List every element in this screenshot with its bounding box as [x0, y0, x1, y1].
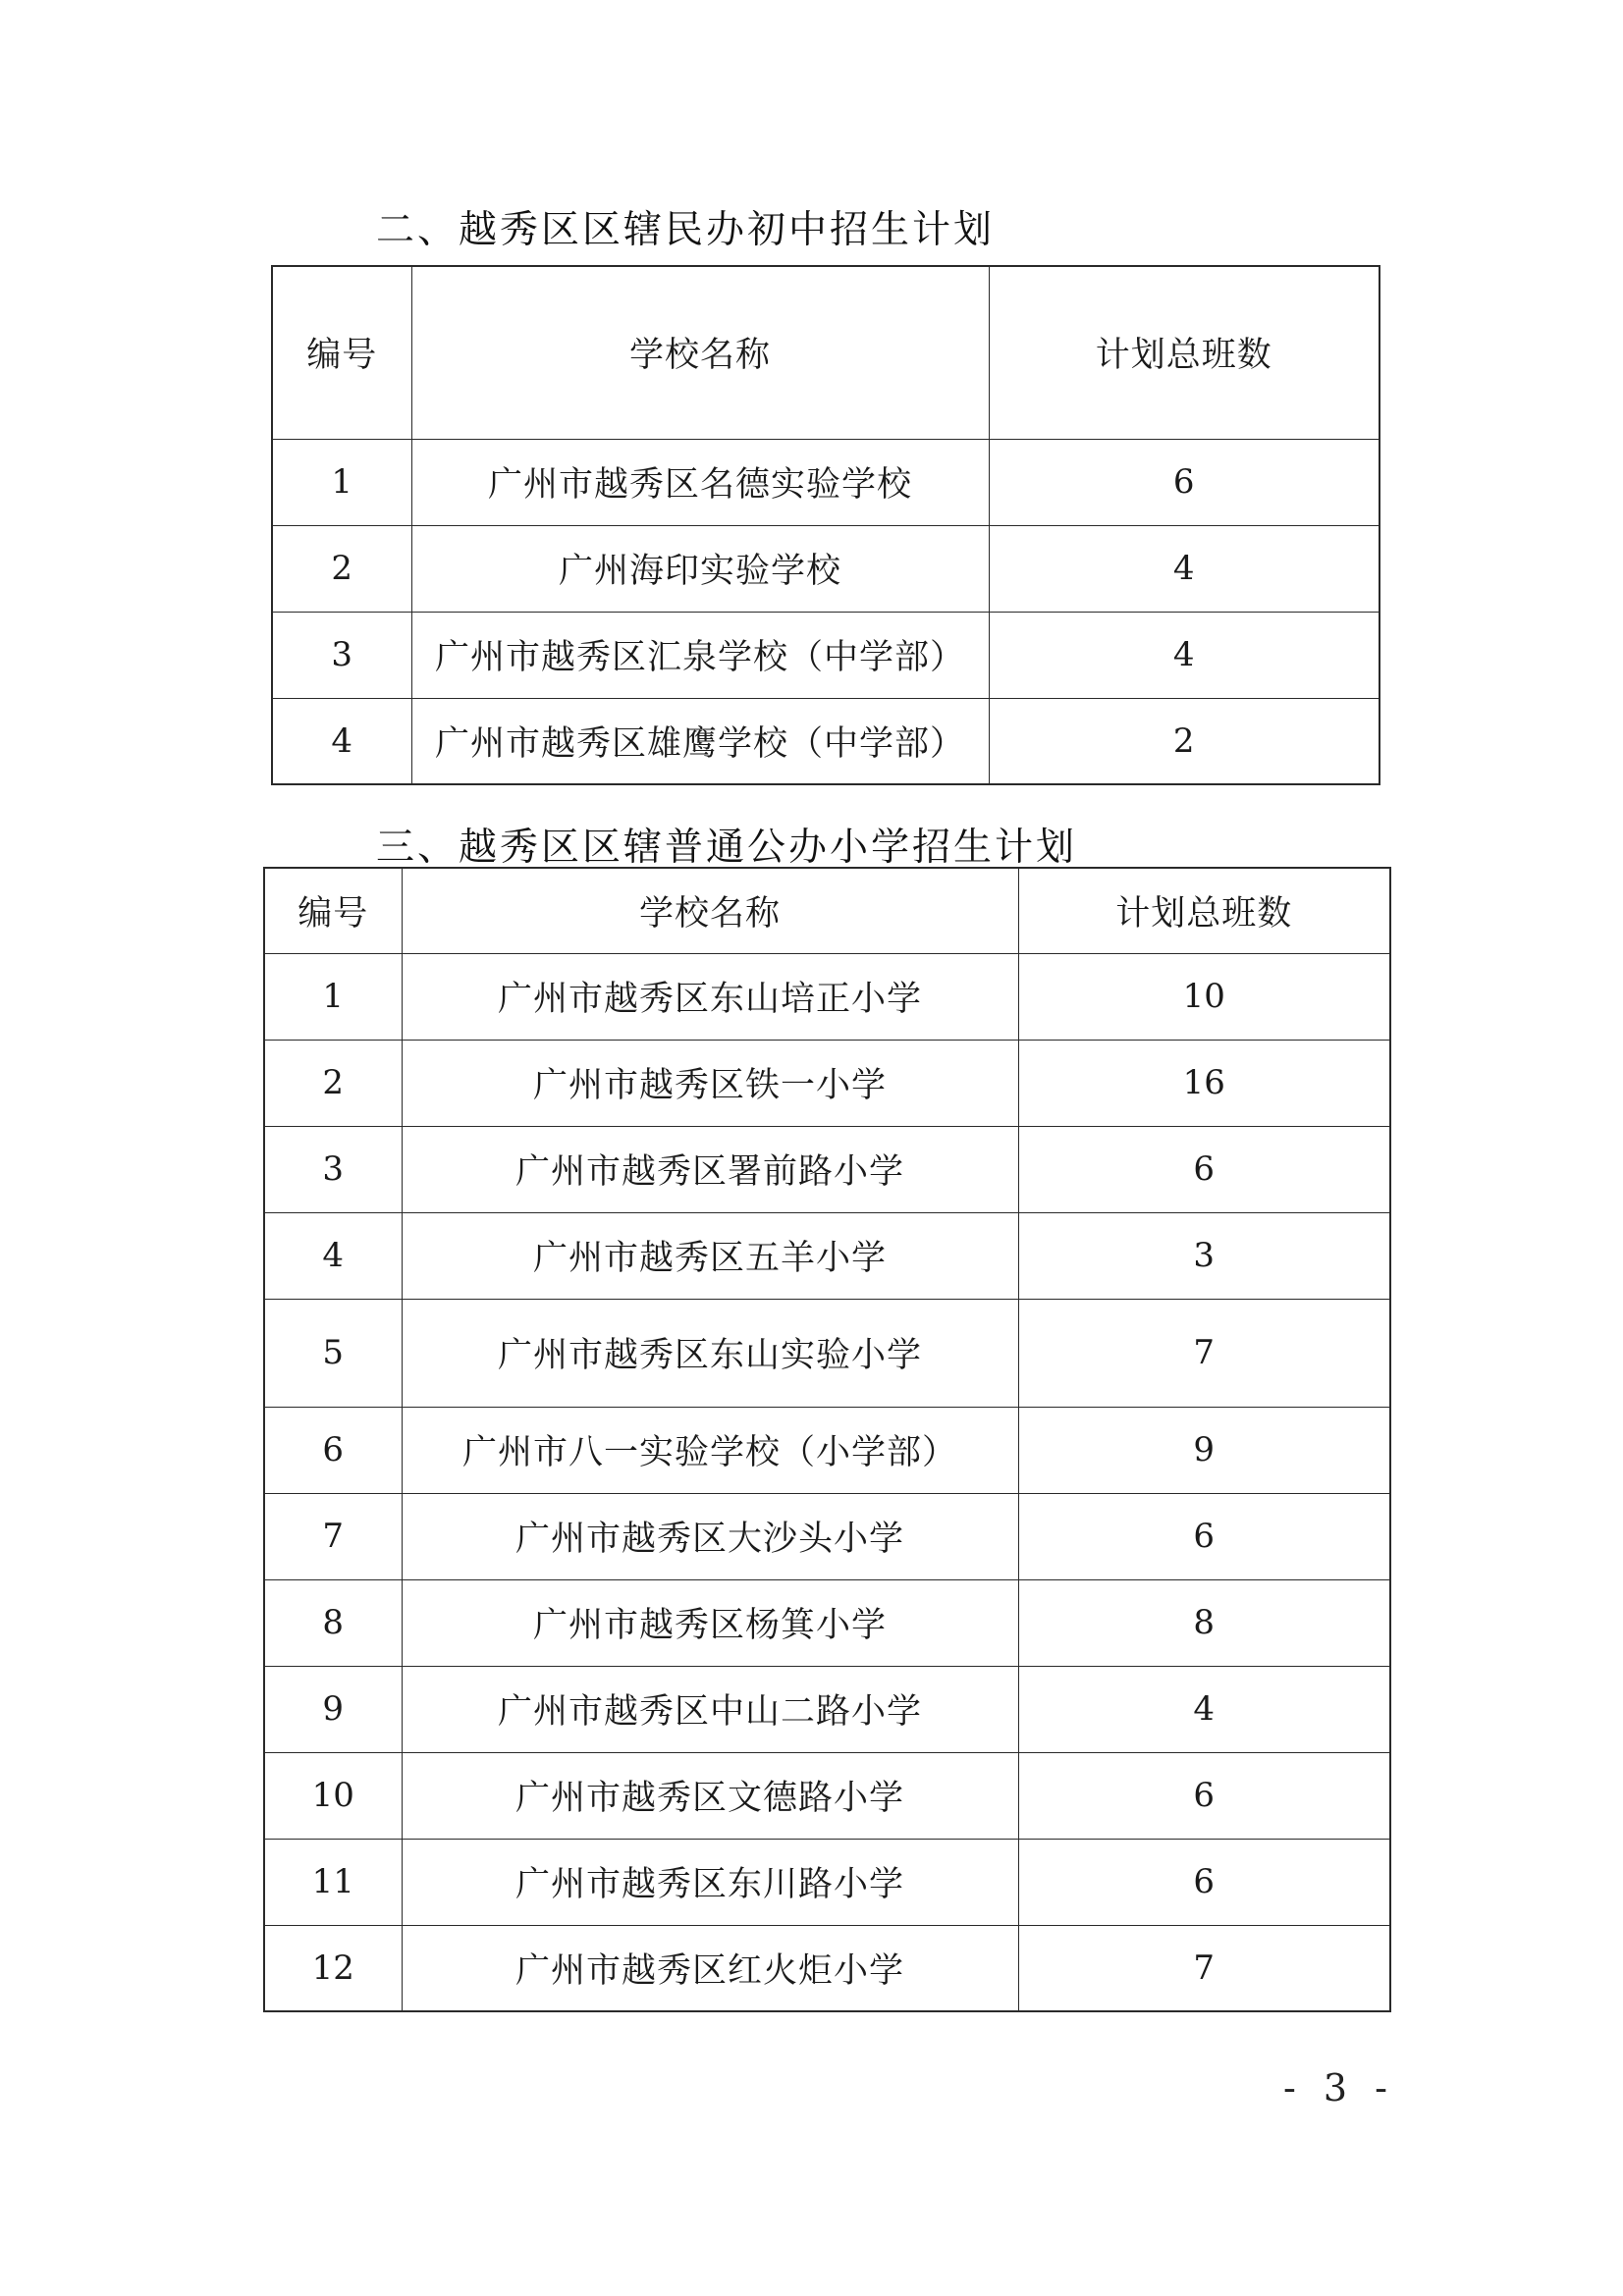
table-row [272, 698, 1380, 784]
table-row [264, 1925, 1390, 2011]
school-name: 广州市八一实验学校（小学部） [402, 1407, 1018, 1493]
table-row [264, 1666, 1390, 1752]
class-count: 6 [1018, 1752, 1390, 1839]
class-count: 9 [1018, 1407, 1390, 1493]
class-count: 6 [1018, 1493, 1390, 1579]
row-number: 8 [264, 1579, 402, 1666]
class-count: 8 [1018, 1579, 1390, 1666]
school-name: 广州市越秀区名德实验学校 [411, 439, 989, 525]
class-count: 10 [1018, 953, 1390, 1040]
school-name: 广州市越秀区中山二路小学 [402, 1666, 1018, 1752]
section-2-heading: 二、越秀区区辖民办初中招生计划 [376, 208, 996, 252]
header-class-count: 计划总班数 [989, 266, 1380, 439]
row-number: 4 [272, 698, 411, 784]
row-number: 11 [264, 1839, 402, 1925]
school-name: 广州市越秀区东山培正小学 [402, 953, 1018, 1040]
page-number: - 3 - [1283, 2066, 1396, 2109]
row-number: 1 [272, 439, 411, 525]
header-school-name: 学校名称 [411, 266, 989, 439]
school-name: 广州市越秀区文德路小学 [402, 1752, 1018, 1839]
class-count: 7 [1018, 1925, 1390, 2011]
row-number: 3 [272, 612, 411, 698]
table-header-row [272, 266, 1380, 439]
table-row [264, 1299, 1390, 1407]
school-name: 广州市越秀区汇泉学校（中学部） [411, 612, 989, 698]
school-name: 广州市越秀区大沙头小学 [402, 1493, 1018, 1579]
school-name: 广州市越秀区红火炬小学 [402, 1925, 1018, 2011]
table-row [264, 1407, 1390, 1493]
header-class-count: 计划总班数 [1018, 868, 1390, 953]
school-name: 广州市越秀区杨箕小学 [402, 1579, 1018, 1666]
row-number: 6 [264, 1407, 402, 1493]
table-row [264, 953, 1390, 1040]
row-number: 7 [264, 1493, 402, 1579]
row-number: 12 [264, 1925, 402, 2011]
school-name: 广州市越秀区五羊小学 [402, 1212, 1018, 1299]
row-number: 2 [272, 525, 411, 612]
school-name: 广州市越秀区署前路小学 [402, 1126, 1018, 1212]
row-number: 1 [264, 953, 402, 1040]
table-row [264, 1752, 1390, 1839]
table-row [272, 612, 1380, 698]
class-count: 2 [989, 698, 1380, 784]
row-number: 4 [264, 1212, 402, 1299]
class-count: 16 [1018, 1040, 1390, 1126]
table-row [264, 1493, 1390, 1579]
row-number: 9 [264, 1666, 402, 1752]
primary-school-enrollment-table [263, 867, 1391, 2012]
row-number: 2 [264, 1040, 402, 1126]
table-header-row [264, 868, 1390, 953]
section-3-heading: 三、越秀区区辖普通公办小学招生计划 [376, 826, 1078, 870]
header-number: 编号 [272, 266, 411, 439]
table-row [264, 1040, 1390, 1126]
class-count: 4 [1018, 1666, 1390, 1752]
header-school-name: 学校名称 [402, 868, 1018, 953]
school-name: 广州海印实验学校 [411, 525, 989, 612]
class-count: 3 [1018, 1212, 1390, 1299]
table-row [272, 439, 1380, 525]
class-count: 6 [1018, 1839, 1390, 1925]
school-name: 广州市越秀区东川路小学 [402, 1839, 1018, 1925]
class-count: 7 [1018, 1299, 1390, 1407]
table-row [264, 1579, 1390, 1666]
junior-middle-school-enrollment-table [271, 265, 1380, 785]
class-count: 4 [989, 525, 1380, 612]
table-row [264, 1126, 1390, 1212]
class-count: 6 [989, 439, 1380, 525]
class-count: 4 [989, 612, 1380, 698]
header-number: 编号 [264, 868, 402, 953]
school-name: 广州市越秀区东山实验小学 [402, 1299, 1018, 1407]
class-count: 6 [1018, 1126, 1390, 1212]
row-number: 10 [264, 1752, 402, 1839]
table-row [264, 1212, 1390, 1299]
table-row [264, 1839, 1390, 1925]
school-name: 广州市越秀区铁一小学 [402, 1040, 1018, 1126]
row-number: 3 [264, 1126, 402, 1212]
school-name: 广州市越秀区雄鹰学校（中学部） [411, 698, 989, 784]
table-row [272, 525, 1380, 612]
row-number: 5 [264, 1299, 402, 1407]
